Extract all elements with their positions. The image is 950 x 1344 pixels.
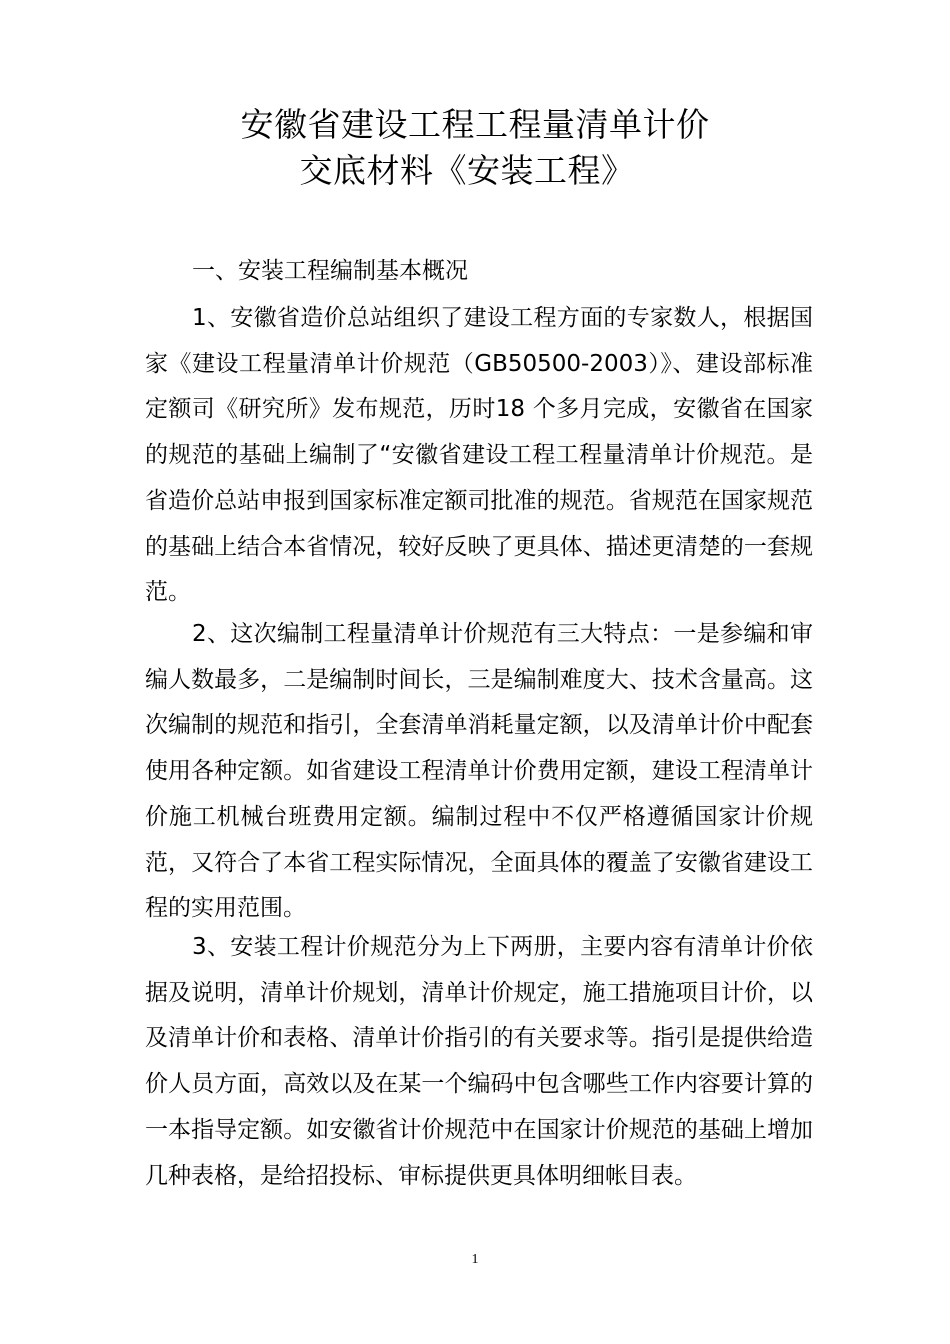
document-title-line1: 安徽省建设工程工程量清单计价: [240, 105, 710, 144]
document-title-line2: 交底材料《安装工程》: [299, 151, 635, 190]
paragraph-1: 1、安徽省造价总站组织了建设工程方面的专家数人，根据国家《建设工程量清单计价规范（GB50500-2003）》、建设部标准定额司《研究所》发布规范，历时18 个多月完成，安徽省在国家的规范的基础上编制了“安徽省建设工程工程量清单计价规范。是省造价总站申报到国家标准定额司批准的规范。省规范在国家规范的基础上结合本省情况，较好反映了更具体、描述更清楚的一套规范。: [145, 305, 813, 606]
page-number: 1: [471, 1252, 479, 1267]
paragraph-3: 3、安装工程计价规范分为上下两册，主要内容有清单计价依据及说明，清单计价规划，清单计价规定，施工措施项目计价，以及清单计价和表格、清单计价指引的有关要求等。指引是提供给造价人员方面，高效以及在某一个编码中包含哪些工作内容要计算的一本指导定额。如安徽省计价规范中在国家计价规范的基础上增加几种表格，是给招投标、审标提供更具体明细帐目表。: [145, 934, 813, 1189]
section-heading: 一、安装工程编制基本概况: [192, 258, 468, 284]
paragraph-2: 2、这次编制工程量清单计价规范有三大特点：一是参编和审编人数最多，二是编制时间长，三是编制难度大、技术含量高。这次编制的规范和指引，全套清单消耗量定额，以及清单计价中配套使用各种定额。如省建设工程清单计价费用定额，建设工程清单计价施工机械台班费用定额。编制过程中不仅严格遵循国家计价规范，又符合了本省工程实际情况，全面具体的覆盖了安徽省建设工程的实用范围。: [145, 621, 813, 922]
